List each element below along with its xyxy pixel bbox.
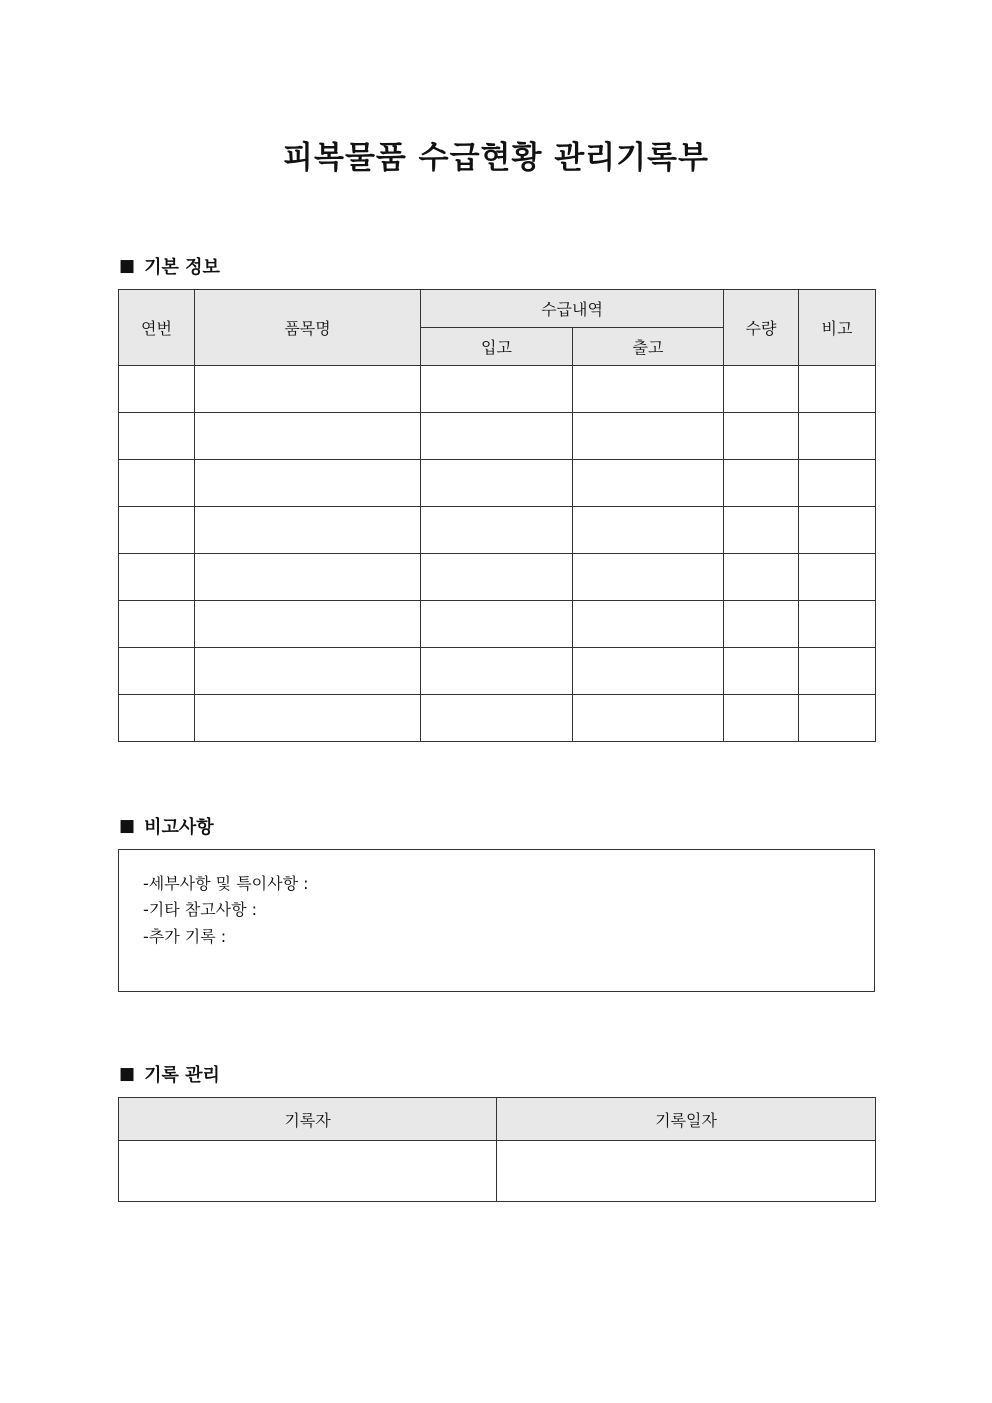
- remarks-cell[interactable]: [799, 695, 876, 742]
- remarks-cell[interactable]: [799, 601, 876, 648]
- remarks-cell[interactable]: [799, 413, 876, 460]
- record-date-cell[interactable]: [497, 1141, 876, 1202]
- table-row: [119, 648, 876, 695]
- supply-table-body: [119, 366, 876, 742]
- table-row: [119, 601, 876, 648]
- header-outgoing: 출고: [573, 328, 724, 366]
- notes-line-details: -세부사항 및 특이사항 :: [143, 874, 309, 893]
- incoming-cell[interactable]: [421, 507, 573, 554]
- header-record-date: 기록일자: [497, 1098, 876, 1141]
- section-label: 기록 관리: [144, 1065, 220, 1086]
- outgoing-cell[interactable]: [573, 366, 724, 413]
- header-quantity: 수량: [724, 290, 799, 366]
- no-cell[interactable]: [119, 601, 195, 648]
- item-name-cell[interactable]: [195, 507, 421, 554]
- outgoing-cell[interactable]: [573, 507, 724, 554]
- outgoing-cell[interactable]: [573, 648, 724, 695]
- table-row: [119, 554, 876, 601]
- quantity-cell[interactable]: [724, 507, 799, 554]
- outgoing-cell[interactable]: [573, 460, 724, 507]
- outgoing-cell[interactable]: [573, 695, 724, 742]
- section-heading-record: [119, 1061, 220, 1087]
- incoming-cell[interactable]: [421, 695, 573, 742]
- remarks-cell[interactable]: [799, 366, 876, 413]
- section-bullet-icon: ■: [119, 256, 136, 276]
- remarks-cell[interactable]: [799, 648, 876, 695]
- remarks-cell[interactable]: [799, 507, 876, 554]
- no-cell[interactable]: [119, 460, 195, 507]
- section-label: 기본 정보: [144, 257, 220, 278]
- supply-table: [118, 289, 876, 742]
- header-supply-details: 수급내역: [421, 290, 724, 328]
- item-name-cell[interactable]: [195, 601, 421, 648]
- table-row: [119, 460, 876, 507]
- header-recorder: 기록자: [119, 1098, 497, 1141]
- outgoing-cell[interactable]: [573, 554, 724, 601]
- no-cell[interactable]: [119, 695, 195, 742]
- no-cell[interactable]: [119, 507, 195, 554]
- item-name-cell[interactable]: [195, 648, 421, 695]
- item-name-cell[interactable]: [195, 460, 421, 507]
- section-heading-notes: [119, 813, 214, 839]
- section-heading-basic-info: [119, 253, 220, 279]
- quantity-cell[interactable]: [724, 648, 799, 695]
- outgoing-cell[interactable]: [573, 601, 724, 648]
- no-cell[interactable]: [119, 648, 195, 695]
- item-name-cell[interactable]: [195, 413, 421, 460]
- notes-line-additional: -추가 기록 :: [143, 927, 227, 946]
- quantity-cell[interactable]: [724, 460, 799, 507]
- table-row: [119, 695, 876, 742]
- record-table: [118, 1097, 876, 1202]
- incoming-cell[interactable]: [421, 601, 573, 648]
- quantity-cell[interactable]: [724, 554, 799, 601]
- item-name-cell[interactable]: [195, 554, 421, 601]
- incoming-cell[interactable]: [421, 413, 573, 460]
- no-cell[interactable]: [119, 554, 195, 601]
- item-name-cell[interactable]: [195, 695, 421, 742]
- section-label: 비고사항: [144, 817, 214, 838]
- remarks-cell[interactable]: [799, 460, 876, 507]
- remarks-cell[interactable]: [799, 554, 876, 601]
- quantity-cell[interactable]: [724, 366, 799, 413]
- quantity-cell[interactable]: [724, 413, 799, 460]
- quantity-cell[interactable]: [724, 695, 799, 742]
- quantity-cell[interactable]: [724, 601, 799, 648]
- item-name-cell[interactable]: [195, 366, 421, 413]
- notes-line-reference: -기타 참고사항 :: [143, 900, 258, 919]
- header-item-name: 품목명: [195, 290, 421, 366]
- header-no: 연번: [119, 290, 195, 366]
- notes-box[interactable]: [118, 849, 875, 992]
- recorder-cell[interactable]: [119, 1141, 497, 1202]
- incoming-cell[interactable]: [421, 648, 573, 695]
- header-incoming: 입고: [421, 328, 573, 366]
- incoming-cell[interactable]: [421, 366, 573, 413]
- document-title: 피복물품 수급현황 관리기록부: [283, 140, 709, 176]
- outgoing-cell[interactable]: [573, 413, 724, 460]
- table-row: [119, 366, 876, 413]
- incoming-cell[interactable]: [421, 460, 573, 507]
- incoming-cell[interactable]: [421, 554, 573, 601]
- table-row: [119, 413, 876, 460]
- table-row: [119, 507, 876, 554]
- no-cell[interactable]: [119, 366, 195, 413]
- header-remarks: 비고: [799, 290, 876, 366]
- section-bullet-icon: ■: [119, 1064, 136, 1084]
- no-cell[interactable]: [119, 413, 195, 460]
- section-bullet-icon: ■: [119, 816, 136, 836]
